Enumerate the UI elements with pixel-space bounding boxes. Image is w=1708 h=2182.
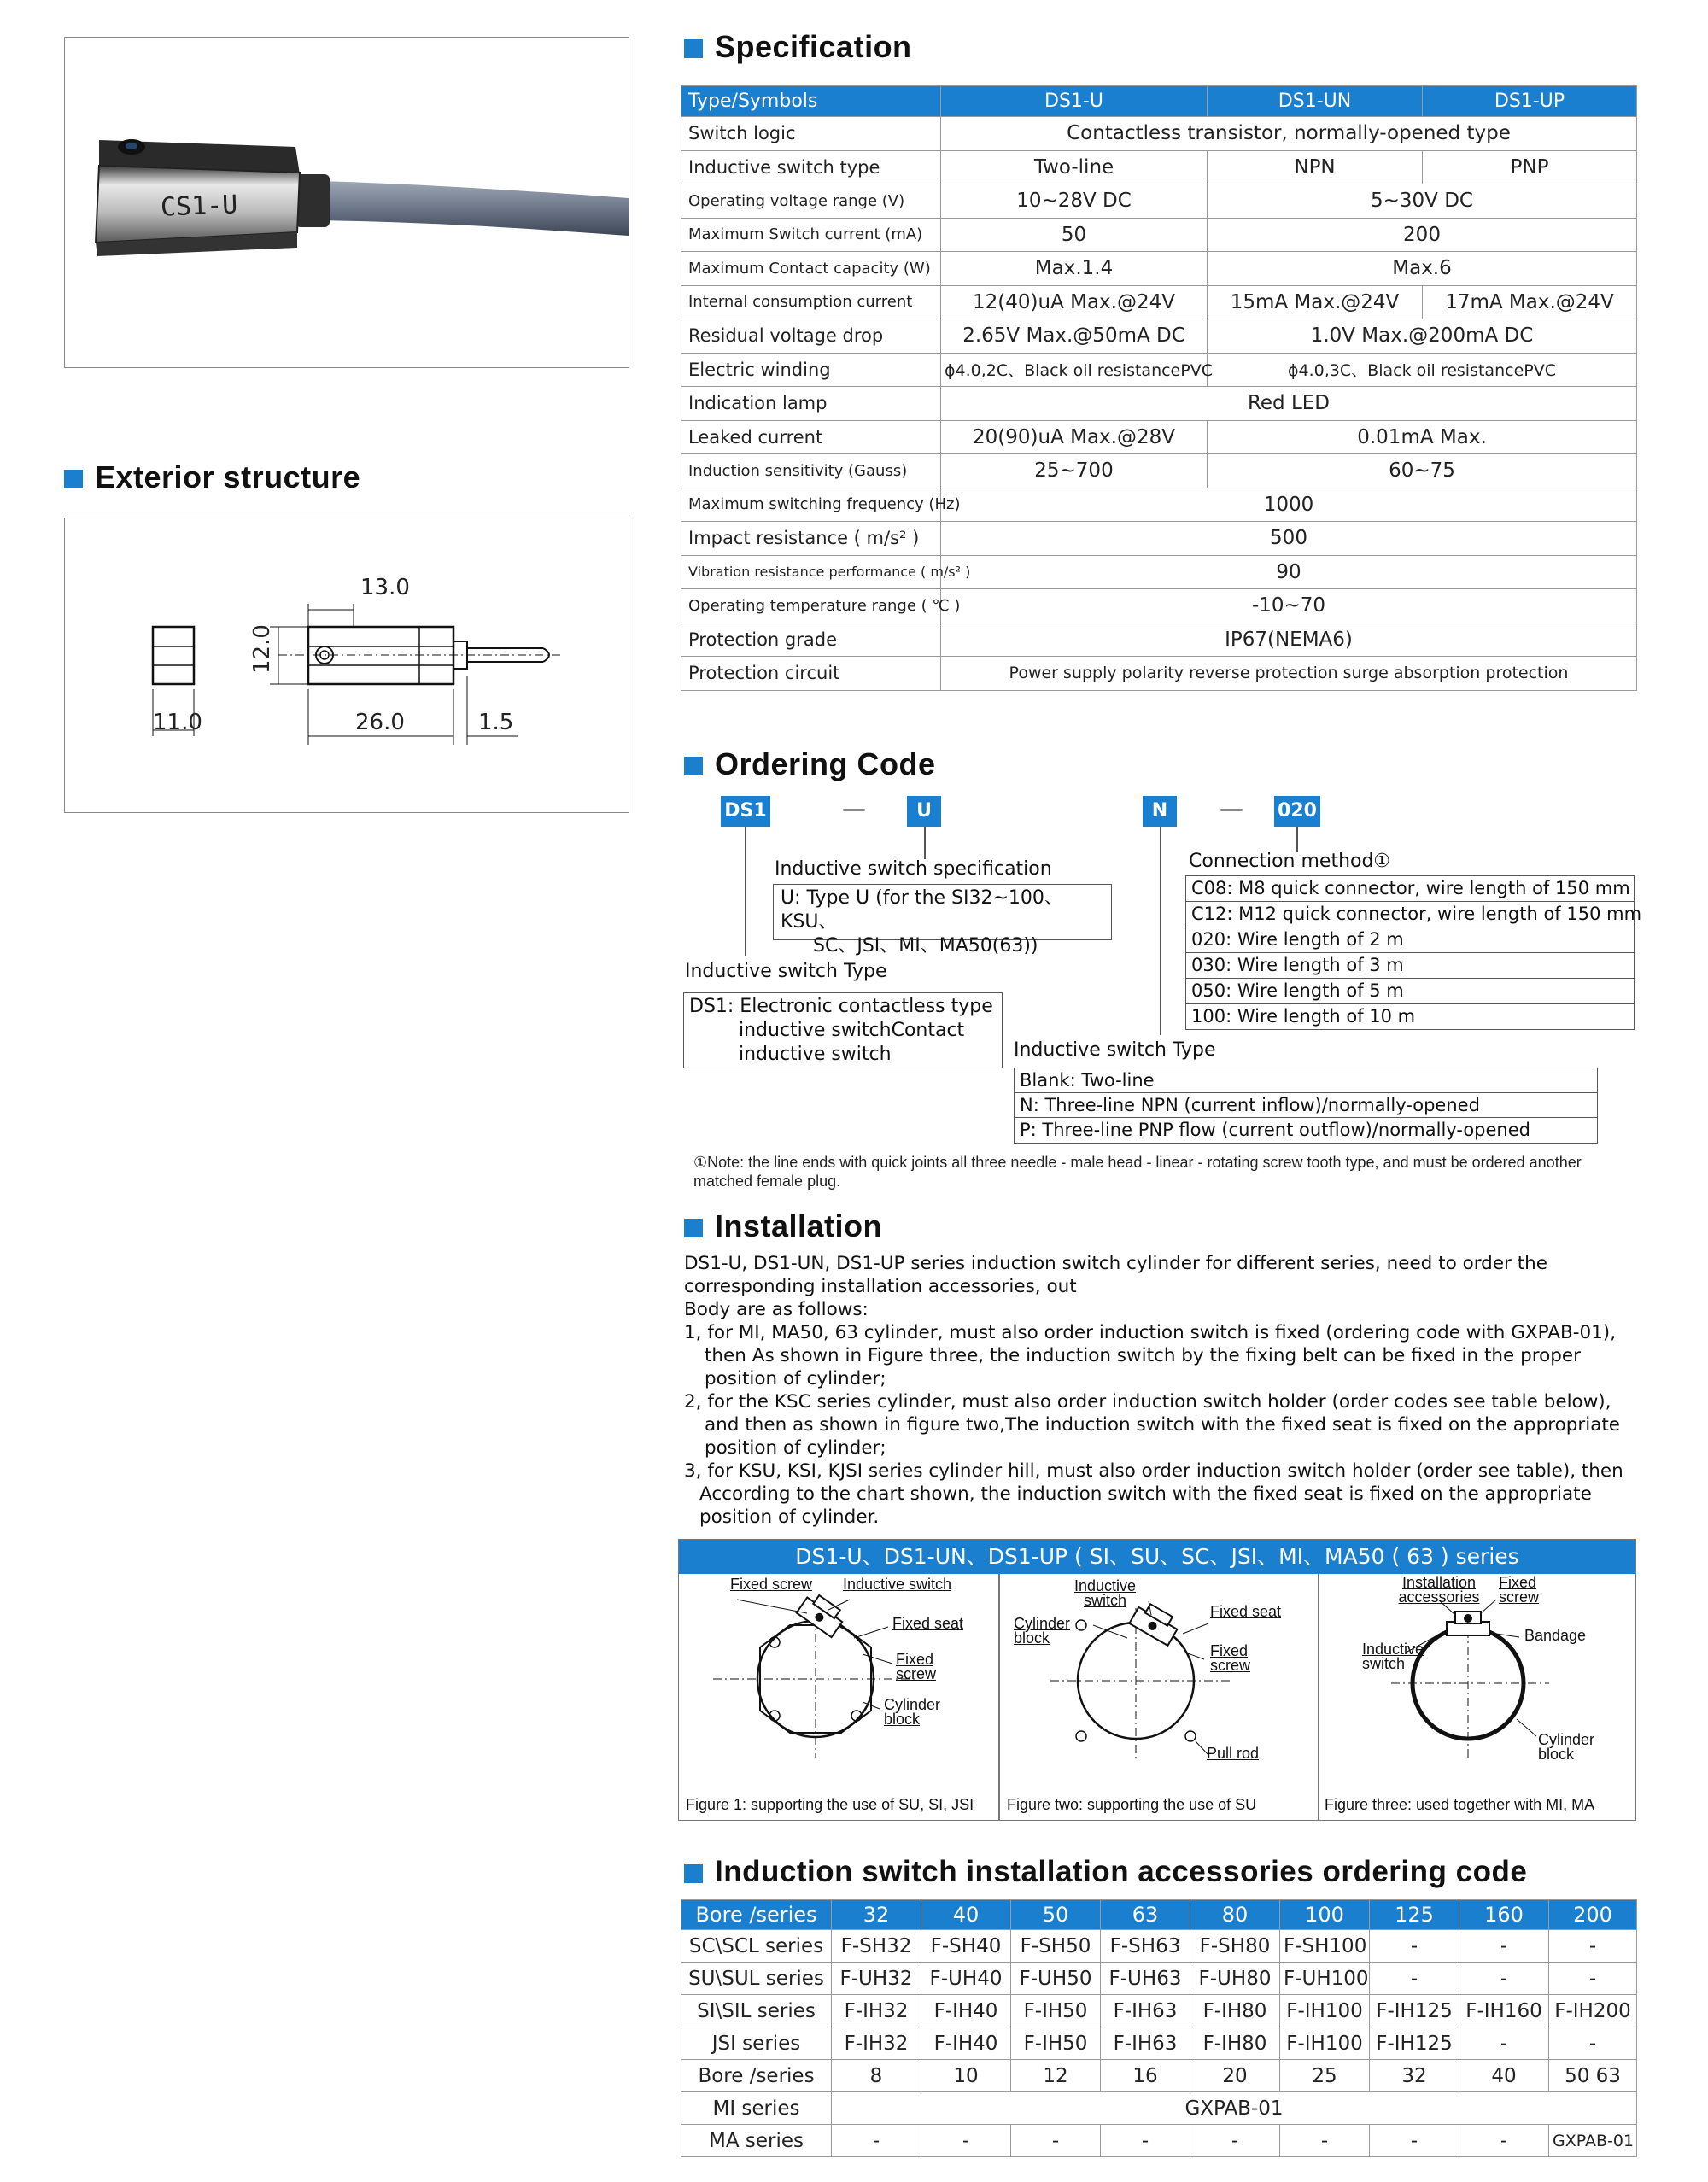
acc-cell: F-IH32 [832, 1995, 921, 2027]
acc-header-row [681, 1900, 1637, 1930]
acc-row [681, 2092, 1637, 2125]
fig1-label: Inductive switch [843, 1576, 952, 1593]
acc-cell: F-IH125 [1370, 2027, 1459, 2060]
spec-line: U: Type U (for the SI32~100、KSU、 [781, 887, 1063, 933]
intro-line: corresponding installation accessories, out [684, 1276, 1077, 1297]
fig2-label: Fixed seat [1210, 1603, 1282, 1620]
install-item: position of cylinder; [705, 1437, 886, 1459]
spec-row [681, 657, 1637, 691]
acc-label: MA series [681, 2125, 832, 2157]
installation-title: Installation [684, 1208, 882, 1244]
fig1-label: Fixed screw [730, 1576, 813, 1593]
spec-value: Contactless transistor, normally-opened type [941, 117, 1637, 151]
acc-cell: GXPAB-01 [1549, 2125, 1637, 2157]
acc-cell: 25 [1280, 2060, 1370, 2092]
acc-cell: 20 [1190, 2060, 1280, 2092]
acc-cell: F-SH100 [1280, 1930, 1370, 1963]
acc-cell: - [1190, 2125, 1280, 2157]
acc-label: Bore /series [681, 2060, 832, 2092]
acc-cell: F-IH100 [1280, 2027, 1370, 2060]
acc-cell: F-IH50 [1011, 1995, 1101, 2027]
install-item: 1, for MI, MA50, 63 cylinder, must also order induction switch is fixed (ordering code with GXPAB-01), [684, 1322, 1617, 1343]
spec-label: Protection grade [681, 623, 941, 657]
acc-cell: - [1370, 1963, 1459, 1995]
install-item: According to the chart shown, the induction switch with the fixed seat is fixed on the appropriate [699, 1483, 1592, 1505]
fig2-label: Fixed screw [1210, 1642, 1251, 1674]
acc-cell: - [921, 2125, 1011, 2157]
spec-value: Max.6 [1208, 252, 1637, 286]
fig3-label: Installation accessories [1398, 1574, 1480, 1606]
spec-label: Vibration resistance performance ( m/s² ) [681, 555, 941, 589]
spec-row [681, 184, 1637, 219]
spec-value: NPN [1208, 150, 1423, 184]
dimension-drawing [65, 518, 629, 812]
acc-cell: F-UH100 [1280, 1963, 1370, 1995]
spec-row [681, 252, 1637, 286]
fig2-label: Pull rod [1207, 1745, 1260, 1762]
spec-row [681, 353, 1637, 387]
conn-line: 030: Wire length of 3 m [1186, 953, 1634, 979]
acc-header-cell: 40 [921, 1900, 1011, 1930]
spec-title: Inductive switch specification [775, 858, 1052, 880]
acc-cell: F-UH63 [1101, 1963, 1190, 1995]
ordering-note: ①Note: the line ends with quick joints all three needle - male head - linear - rotating screw tooth type, and must be ordered another matched female plug. [693, 1154, 1582, 1190]
spec-value: -10~70 [941, 589, 1637, 623]
type1-box [683, 992, 1003, 1068]
figure1-drawing [679, 1574, 998, 1787]
acc-cell: F-SH40 [921, 1930, 1011, 1963]
acc-row [681, 2027, 1637, 2060]
spec-row [681, 589, 1637, 623]
acc-cell: F-IH40 [921, 2027, 1011, 2060]
acc-cell: F-SH32 [832, 1930, 921, 1963]
acc-cell: F-IH40 [921, 1995, 1011, 2027]
spec-value: Two-line [941, 150, 1208, 184]
conn-box [1185, 875, 1642, 1030]
spec-label: Protection circuit [681, 657, 941, 691]
fig3-label: Bandage [1524, 1627, 1587, 1644]
acc-cell: 12 [1011, 2060, 1101, 2092]
acc-cell: F-IH50 [1011, 2027, 1101, 2060]
acc-cell: F-UH32 [832, 1963, 921, 1995]
spec-row [681, 623, 1637, 657]
conn-line: 050: Wire length of 5 m [1186, 979, 1634, 1004]
spec-box [773, 884, 1112, 956]
acc-cell: - [1459, 1963, 1549, 1995]
conn-line: 100: Wire length of 10 m [1191, 1006, 1416, 1027]
code-u: U [907, 796, 941, 827]
spec-label: Leaked current [681, 420, 941, 454]
figure3-caption: Figure three: used together with MI, MA [1325, 1796, 1595, 1813]
acc-cell: - [1549, 2027, 1637, 2060]
spec-row [681, 319, 1637, 354]
acc-header-cell: 50 [1011, 1900, 1101, 1930]
spec-value: 10~28V DC [941, 184, 1208, 219]
acc-cell: F-SH63 [1101, 1930, 1190, 1963]
fig1-label: Fixed screw [896, 1651, 937, 1682]
spec-row [681, 117, 1637, 151]
ordering-title: Ordering Code [684, 746, 936, 782]
code-dash: — [1220, 794, 1243, 822]
acc-cell: F-IH160 [1459, 1995, 1549, 2027]
acc-cell: - [1549, 1963, 1637, 1995]
spec-label: Electric winding [681, 353, 941, 387]
spec-row [681, 522, 1637, 556]
acc-cell: F-IH80 [1190, 1995, 1280, 2027]
spec-value: Power supply polarity reverse protection surge absorption protection [941, 657, 1637, 691]
exterior-title: Exterior structure [64, 459, 360, 495]
spec-value: 90 [941, 555, 1637, 589]
figure2-caption: Figure two: supporting the use of SU [1007, 1796, 1257, 1813]
spec-value: 2.65V Max.@50mA DC [941, 319, 1208, 354]
spec-header-cell: DS1-UN [1208, 86, 1423, 117]
acc-cell: - [832, 2125, 921, 2157]
install-item: and then as shown in figure two,The induction switch with the fixed seat is fixed on the appropriate [705, 1414, 1621, 1436]
exterior-drawing [64, 518, 629, 813]
spec-value: Red LED [941, 387, 1637, 421]
install-item: 3, for KSU, KSI, KJSI series cylinder hill, must also order induction switch holder (order see table), then [684, 1460, 1623, 1482]
fig2-label: Inductive switch [1073, 1577, 1137, 1609]
spec-label: Maximum Contact capacity (W) [681, 252, 941, 286]
accessories-title: Induction switch installation accessories ordering code [684, 1855, 1527, 1889]
acc-cell: F-SH50 [1011, 1930, 1101, 1963]
acc-cell: 8 [832, 2060, 921, 2092]
spec-value: 500 [941, 522, 1637, 556]
acc-label: JSI series [681, 2027, 832, 2060]
fig3-label: Cylinder block [1538, 1731, 1595, 1763]
acc-label: SI\SIL series [681, 1995, 832, 2027]
acc-header-cell: 160 [1459, 1900, 1549, 1930]
dim-length: 26.0 [355, 710, 405, 735]
acc-cell: F-IH63 [1101, 2027, 1190, 2060]
figures-header: DS1-U、DS1-UN、DS1-UP ( SI、SU、SC、JSI、MI、MA50 ( 63 ) series [679, 1540, 1635, 1574]
acc-cell: 40 [1459, 2060, 1549, 2092]
acc-cell: F-IH125 [1370, 1995, 1459, 2027]
acc-header-cell: 200 [1549, 1900, 1637, 1930]
spec-value: 1000 [941, 488, 1637, 522]
acc-cell: - [1549, 1930, 1637, 1963]
acc-cell: - [1011, 2125, 1101, 2157]
spec-header-cell: DS1-U [941, 86, 1208, 117]
acc-label: SC\SCL series [681, 1930, 832, 1963]
switch-photo-image [65, 38, 629, 367]
acc-cell: - [1370, 1930, 1459, 1963]
conn-line: 020: Wire length of 2 m [1186, 927, 1634, 953]
spec-label: Internal consumption current [681, 285, 941, 319]
spec-value: 17mA Max.@24V [1423, 285, 1637, 319]
acc-header-cell: 125 [1370, 1900, 1459, 1930]
spec-row [681, 555, 1637, 589]
intro-line: DS1-U, DS1-UN, DS1-UP series induction switch cylinder for different series, need to order the [684, 1253, 1548, 1274]
spec-value: 12(40)uA Max.@24V [941, 285, 1208, 319]
acc-header-cell: 100 [1280, 1900, 1370, 1930]
spec-value: 5~30V DC [1208, 184, 1637, 219]
acc-label: MI series [681, 2092, 832, 2125]
acc-cell: - [1459, 2027, 1549, 2060]
code-n: N [1143, 796, 1177, 827]
code-dash: — [842, 794, 866, 822]
spec-value: 60~75 [1208, 454, 1637, 488]
type2-line: Blank: Two-line [1015, 1068, 1597, 1093]
acc-cell: F-UH40 [921, 1963, 1011, 1995]
acc-cell: F-SH80 [1190, 1930, 1280, 1963]
acc-cell: - [1101, 2125, 1190, 2157]
acc-cell: 16 [1101, 2060, 1190, 2092]
spec-label: Impact resistance ( m/s² ) [681, 522, 941, 556]
spec-value: IP67(NEMA6) [941, 623, 1637, 657]
section-marker-icon [684, 39, 703, 58]
spec-value: Max.1.4 [941, 252, 1208, 286]
specification-title: Specification [684, 29, 912, 65]
spec-header-cell: DS1-UP [1423, 86, 1637, 117]
spec-row [681, 218, 1637, 252]
spec-row [681, 285, 1637, 319]
spec-value: 0.01mA Max. [1208, 420, 1637, 454]
dim-offset: 1.5 [478, 710, 514, 735]
fig1-label: Fixed seat [892, 1615, 964, 1632]
spec-label: Operating temperature range ( ℃ ) [681, 589, 941, 623]
type2-line: P: Three-line PNP flow (current outflow)/normally-opened [1020, 1120, 1530, 1140]
acc-cell: F-IH63 [1101, 1995, 1190, 2027]
spec-row [681, 488, 1637, 522]
dim-width: 11.0 [153, 710, 202, 735]
specification-table [681, 85, 1637, 691]
spec-line: SC、JSI、MI、MA50(63)) [813, 935, 1038, 956]
figures-panel [678, 1539, 1636, 1821]
spec-row [681, 387, 1637, 421]
spec-label: Inductive switch type [681, 150, 941, 184]
spec-label: Indication lamp [681, 387, 941, 421]
fig3-label: Inductive switch [1362, 1641, 1424, 1672]
spec-label: Maximum Switch current (mA) [681, 218, 941, 252]
spec-value: ϕ4.0,3C、Black oil resistancePVC [1208, 353, 1637, 387]
fig2-label: Cylinder block [1014, 1615, 1071, 1647]
fig1-label: Cylinder block [884, 1696, 941, 1728]
acc-header-cell: 63 [1101, 1900, 1190, 1930]
conn-title: Connection method① [1189, 851, 1391, 872]
spec-row [681, 420, 1637, 454]
acc-cell: 10 [921, 2060, 1011, 2092]
type2-line: N: Three-line NPN (current inflow)/normally-opened [1015, 1093, 1597, 1118]
conn-line: C12: M12 quick connector, wire length of 150 mm [1186, 902, 1634, 927]
acc-row [681, 2125, 1637, 2157]
spec-label: Induction sensitivity (Gauss) [681, 454, 941, 488]
acc-row [681, 2060, 1637, 2092]
acc-cell: - [1370, 2125, 1459, 2157]
acc-cell: F-IH80 [1190, 2027, 1280, 2060]
section-marker-icon [684, 1864, 703, 1883]
acc-label: SU\SUL series [681, 1963, 832, 1995]
spec-value: 50 [941, 218, 1208, 252]
spec-row [681, 150, 1637, 184]
spec-label: Maximum switching frequency (Hz) [681, 488, 941, 522]
spec-row [681, 454, 1637, 488]
acc-cell: F-IH32 [832, 2027, 921, 2060]
type1-line: DS1: Electronic contactless type [689, 996, 993, 1017]
acc-header-cell: 32 [832, 1900, 921, 1930]
acc-cell: - [1459, 2125, 1549, 2157]
code-020: 020 [1274, 796, 1320, 827]
acc-row [681, 1995, 1637, 2027]
product-photo [64, 37, 629, 368]
figure1-caption: Figure 1: supporting the use of SU, SI, JSI [686, 1796, 974, 1813]
install-item: position of cylinder. [699, 1506, 880, 1528]
spec-header-cell: Type/Symbols [681, 86, 941, 117]
type2-box [1014, 1068, 1598, 1144]
acc-cell: F-UH80 [1190, 1963, 1280, 1995]
product-label: CS1-U [160, 190, 238, 223]
type1-title: Inductive switch Type [685, 961, 887, 982]
acc-cell: 50 63 [1549, 2060, 1637, 2092]
acc-cell: - [1459, 1930, 1549, 1963]
type1-line: inductive switch [739, 1044, 892, 1065]
section-marker-icon [684, 1219, 703, 1237]
code-ds1: DS1 [721, 796, 770, 827]
spec-value: 15mA Max.@24V [1208, 285, 1423, 319]
install-item: then As shown in Figure three, the induction switch by the fixing belt can be fixed in the proper [705, 1345, 1581, 1366]
section-marker-icon [64, 470, 83, 488]
install-item: position of cylinder; [705, 1368, 886, 1389]
spec-label: Operating voltage range (V) [681, 184, 941, 219]
acc-header-cell: 80 [1190, 1900, 1280, 1930]
spec-label: Switch logic [681, 117, 941, 151]
spec-value: 1.0V Max.@200mA DC [1208, 319, 1637, 354]
dim-height: 12.0 [249, 624, 275, 674]
acc-header-cell: Bore /series [681, 1900, 832, 1930]
spec-header-row [681, 86, 1637, 117]
spec-value: PNP [1423, 150, 1637, 184]
spec-value: 20(90)uA Max.@28V [941, 420, 1208, 454]
acc-cell: F-IH200 [1549, 1995, 1637, 2027]
install-item: 2, for the KSC series cylinder, must also order induction switch holder (order codes see table below), [684, 1391, 1611, 1413]
spec-value: ϕ4.0,2C、Black oil resistancePVC [941, 353, 1208, 387]
accessories-table [681, 1899, 1637, 2157]
section-marker-icon [684, 757, 703, 775]
installation-text [684, 1252, 1641, 1529]
acc-cell: 32 [1370, 2060, 1459, 2092]
acc-row [681, 1963, 1637, 1995]
fig3-label: Fixed screw [1499, 1574, 1540, 1606]
acc-row [681, 1930, 1637, 1963]
conn-line: C08: M8 quick connector, wire length of 150 mm [1186, 876, 1634, 902]
spec-label: Residual voltage drop [681, 319, 941, 354]
acc-cell: F-UH50 [1011, 1963, 1101, 1995]
type2-title: Inductive switch Type [1014, 1039, 1216, 1061]
intro-line: Body are as follows: [684, 1299, 869, 1320]
acc-cell: F-IH100 [1280, 1995, 1370, 2027]
acc-cell: GXPAB-01 [832, 2092, 1637, 2125]
acc-cell: - [1280, 2125, 1370, 2157]
dim-top: 13.0 [360, 575, 410, 600]
spec-value: 200 [1208, 218, 1637, 252]
type1-line: inductive switchContact [739, 1020, 965, 1041]
spec-value: 25~700 [941, 454, 1208, 488]
